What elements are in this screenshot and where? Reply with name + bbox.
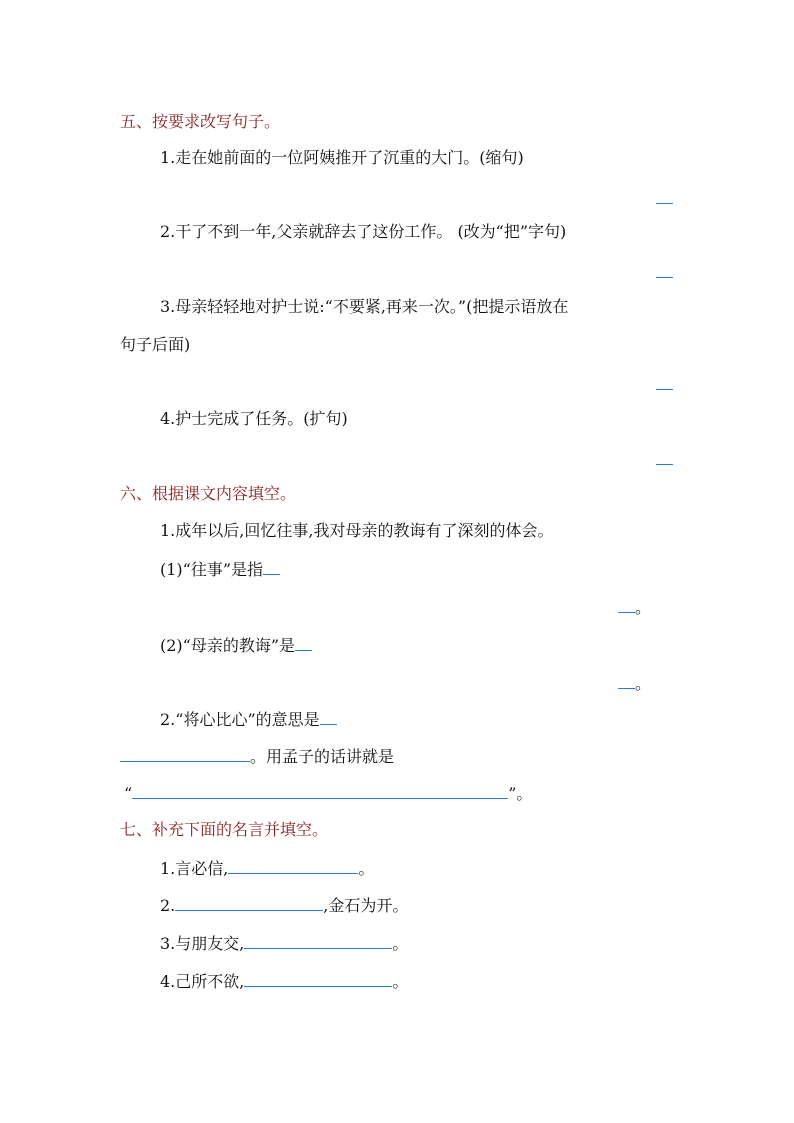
blank-6-1-1a[interactable] xyxy=(263,558,280,575)
question-7-1-suffix: 。 xyxy=(358,859,375,878)
question-5-4: 4.护士完成了任务。(扩句) xyxy=(160,409,348,428)
question-6-1-2-end xyxy=(618,672,651,694)
blank-6-1-2b[interactable] xyxy=(618,672,635,689)
question-7-2-suffix: ,金石为开。 xyxy=(323,896,409,915)
question-6-2-cont-text: 。用孟子的话讲就是 xyxy=(250,747,395,766)
question-6-1-2-label: (2)“母亲的教诲”是 xyxy=(160,636,296,655)
answer-line-5-3[interactable] xyxy=(656,389,673,390)
close-quote: ”。 xyxy=(508,784,533,803)
question-6-1-1 xyxy=(160,558,280,580)
question-6-1-1-end xyxy=(618,596,651,618)
answer-line-5-2[interactable] xyxy=(656,277,673,278)
section-5-title: 五、按要求改写句子。 xyxy=(120,112,281,131)
question-6-1-1-label: (1)“往事”是指 xyxy=(160,560,264,579)
question-6-2-label: 2.“将心比心”的意思是 xyxy=(160,710,320,729)
section-6-title: 六、根据课文内容填空。 xyxy=(120,484,297,503)
question-5-3-line1: 3.母亲轻轻地对护士说:“不要紧,再来一次。”(把提示语放在 xyxy=(160,297,569,316)
period-6-1-2: 。 xyxy=(635,674,652,693)
open-quote: “ xyxy=(124,784,133,803)
blank-7-2[interactable] xyxy=(175,894,323,911)
answer-line-5-1[interactable] xyxy=(656,203,673,204)
question-6-2 xyxy=(160,708,337,730)
blank-6-1-1b[interactable] xyxy=(618,596,635,613)
question-7-3 xyxy=(160,932,408,954)
section-7-title: 七、补充下面的名言并填空。 xyxy=(120,820,329,839)
question-7-4-suffix: 。 xyxy=(392,972,409,991)
blank-6-2b[interactable] xyxy=(120,745,250,762)
question-6-1: 1.成年以后,回忆往事,我对母亲的教诲有了深刻的体会。 xyxy=(160,521,554,540)
period-6-1-1: 。 xyxy=(635,598,652,617)
question-7-4-prefix: 4.己所不欲, xyxy=(160,972,245,991)
blank-7-1[interactable] xyxy=(228,857,358,874)
blank-7-4[interactable] xyxy=(244,970,392,987)
question-7-4 xyxy=(160,970,408,992)
question-7-3-prefix: 3.与朋友交, xyxy=(160,934,245,953)
question-5-1: 1.走在她前面的一位阿姨推开了沉重的大门。(缩句) xyxy=(160,148,524,167)
question-6-1-2 xyxy=(160,634,312,656)
question-6-2-cont xyxy=(120,745,394,767)
question-5-2: 2.干了不到一年,父亲就辞去了这份工作。 (改为“把”字句) xyxy=(160,222,567,241)
question-5-3-line2: 句子后面) xyxy=(120,335,191,354)
question-7-2-prefix: 2. xyxy=(160,896,176,915)
blank-6-1-2a[interactable] xyxy=(295,634,312,651)
question-7-1 xyxy=(160,857,374,879)
question-6-2-quote xyxy=(124,782,532,804)
blank-6-2a[interactable] xyxy=(320,708,337,725)
question-7-2 xyxy=(160,894,408,916)
blank-6-2c[interactable] xyxy=(132,782,508,799)
blank-7-3[interactable] xyxy=(244,932,392,949)
answer-line-5-4[interactable] xyxy=(656,464,673,465)
question-7-3-suffix: 。 xyxy=(392,934,409,953)
question-7-1-prefix: 1.言必信, xyxy=(160,859,229,878)
